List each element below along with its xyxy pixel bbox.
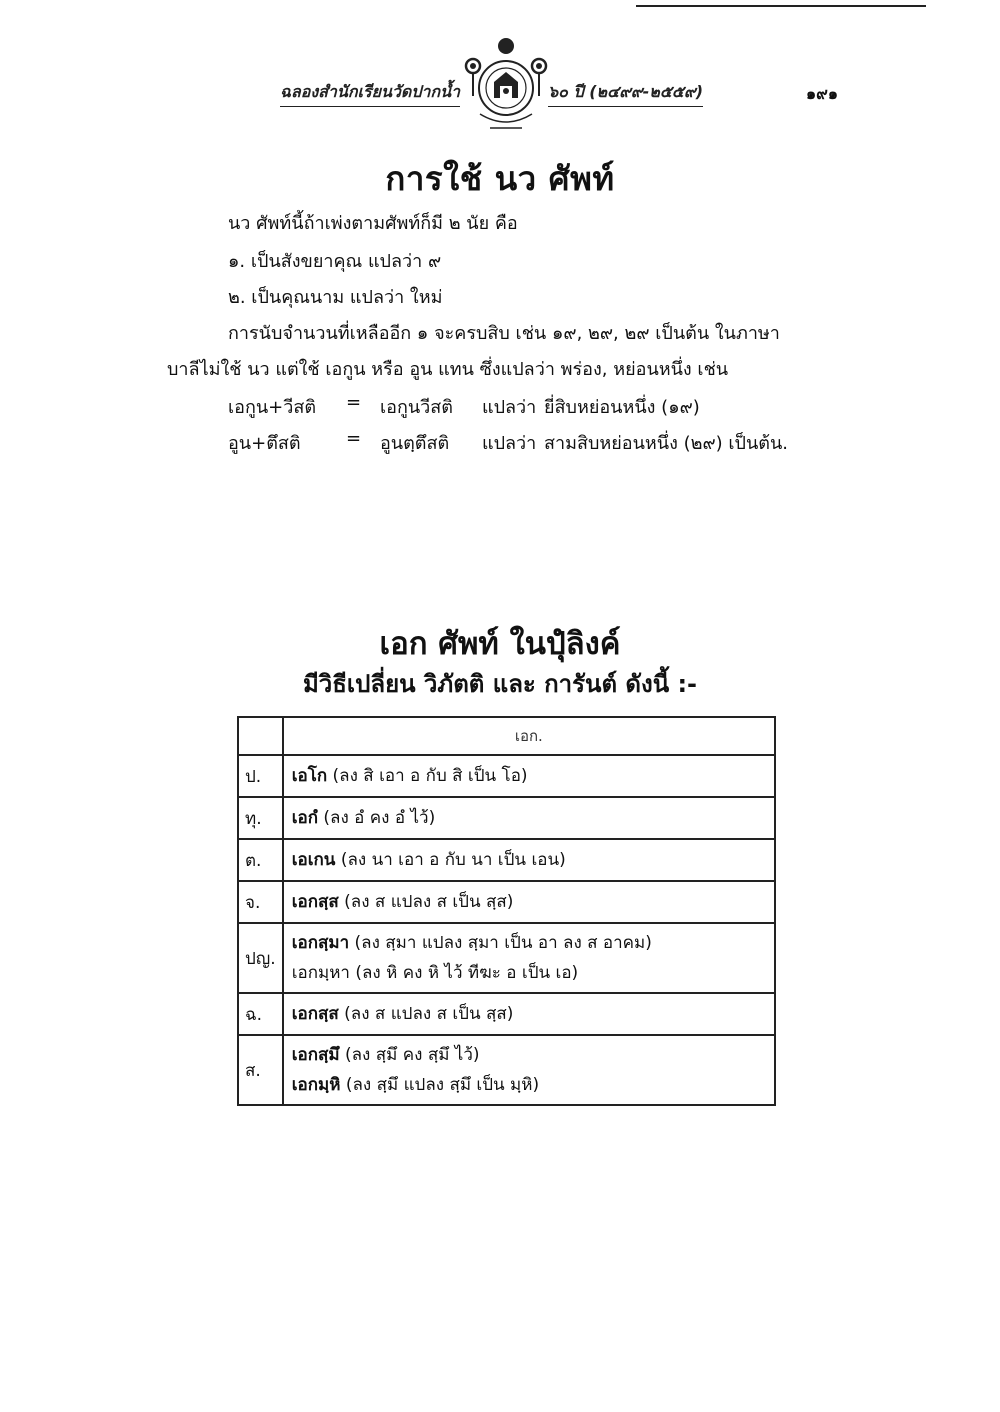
example-means: แปลว่า	[482, 433, 537, 454]
form-cell	[283, 993, 775, 1035]
page-number: ๑๙๑	[806, 84, 839, 103]
list-item: ๒. เป็นคุณนาม แปลว่า ใหม่	[228, 287, 443, 308]
table-header-row	[238, 717, 775, 755]
intro-line: นว ศัพท์นี้ถ้าเพ่งตามศัพท์ก็มี ๒ นัย คือ	[228, 213, 518, 234]
form-note: (ลง หิ คง หิ ไว้ ทีฆะ อ เป็น เอ)	[355, 963, 579, 983]
table-row	[238, 797, 775, 839]
case-label: ทุ.	[238, 797, 283, 839]
form-note: (ลง นา เอา อ กับ นา เป็น เอน)	[340, 850, 566, 870]
section-subtitle: มีวิธีเปลี่ยน วิภัตติ และ การันต์ ดังนี้ :-	[302, 670, 698, 698]
declension-table	[237, 716, 776, 1106]
form-note: (ลง สฺมา แปลง สฺมา เป็น อา ลง ส อาคม)	[354, 933, 652, 953]
word-form: เอกสฺส	[291, 1004, 339, 1024]
example-formula: อูน+ตึสติ	[228, 433, 301, 454]
form-cell	[283, 1035, 775, 1105]
table-header-blank	[238, 717, 283, 755]
case-label: ปญ.	[238, 923, 283, 993]
page-header	[0, 0, 1000, 140]
form-note: (ลง ส แปลง ส เป็น สฺส)	[344, 1004, 514, 1024]
example-meaning: สามสิบหย่อนหนึ่ง (๒๙) เป็นต้น.	[544, 433, 788, 454]
temple-emblem-icon	[460, 36, 552, 136]
example-equals: =	[346, 392, 362, 413]
example-result: เอกูนวีสติ	[380, 397, 453, 418]
example-result: อูนตฺตึสติ	[380, 433, 450, 454]
header-left-text: ฉลองสำนักเรียนวัดปากน้ำ	[280, 80, 460, 107]
form-note: (ลง อํ คง อํ ไว้)	[323, 808, 436, 828]
list-item: ๑. เป็นสังขยาคุณ แปลว่า ๙	[228, 251, 442, 272]
case-label: ป.	[238, 755, 283, 797]
table-row	[238, 993, 775, 1035]
case-label: ฉ.	[238, 993, 283, 1035]
form-cell	[283, 797, 775, 839]
table-row	[238, 881, 775, 923]
word-form: เอโก	[291, 766, 328, 786]
word-form: เอกมฺหา	[291, 963, 350, 983]
table-row	[238, 755, 775, 797]
table-row	[238, 1035, 775, 1105]
section-title-nava: การใช้ นว ศัพท์	[385, 159, 615, 198]
case-label: ต.	[238, 839, 283, 881]
example-means: แปลว่า	[482, 397, 537, 418]
word-form: เอกมฺหิ	[291, 1075, 341, 1095]
form-cell	[283, 923, 775, 993]
case-label: ส.	[238, 1035, 283, 1105]
case-label: จ.	[238, 881, 283, 923]
example-formula: เอกูน+วีสติ	[228, 397, 317, 418]
form-note: (ลง สฺมึ คง สฺมึ ไว้)	[345, 1045, 480, 1065]
example-equals: =	[346, 428, 362, 449]
table-header: เอก.	[283, 717, 775, 755]
table-row	[238, 839, 775, 881]
form-note: (ลง สิ เอา อ กับ สิ เป็น โอ)	[332, 766, 528, 786]
word-form: เอกสฺมึ	[291, 1045, 340, 1065]
form-cell	[283, 755, 775, 797]
header-right-text: ๖๐ ปี (๒๔๙๙-๒๕๕๙)	[548, 80, 703, 107]
paragraph-line: การนับจำนวนที่เหลืออีก ๑ จะครบสิบ เช่น ๑๙, ๒๙, ๒๙ เป็นต้น ในภาษา	[228, 323, 780, 344]
form-note: (ลง สฺมึ แปลง สฺมึ เป็น มฺหิ)	[345, 1075, 540, 1095]
table-row	[238, 923, 775, 993]
form-cell	[283, 881, 775, 923]
word-form: เอกสฺส	[291, 892, 339, 912]
form-note: (ลง ส แปลง ส เป็น สฺส)	[344, 892, 514, 912]
example-meaning: ยี่สิบหย่อนหนึ่ง (๑๙)	[544, 397, 700, 418]
word-form: เอกํ	[291, 808, 319, 828]
form-cell	[283, 839, 775, 881]
word-form: เอเกน	[291, 850, 336, 870]
section-title-eka: เอก ศัพท์ ในปุํลิงค์	[379, 626, 621, 662]
paragraph-line: บาลีไม่ใช้ นว แต่ใช้ เอกูน หรือ อูน แทน ซึ่งแปลว่า พร่อง, หย่อนหนึ่ง เช่น	[167, 359, 729, 380]
word-form: เอกสฺมา	[291, 933, 350, 953]
